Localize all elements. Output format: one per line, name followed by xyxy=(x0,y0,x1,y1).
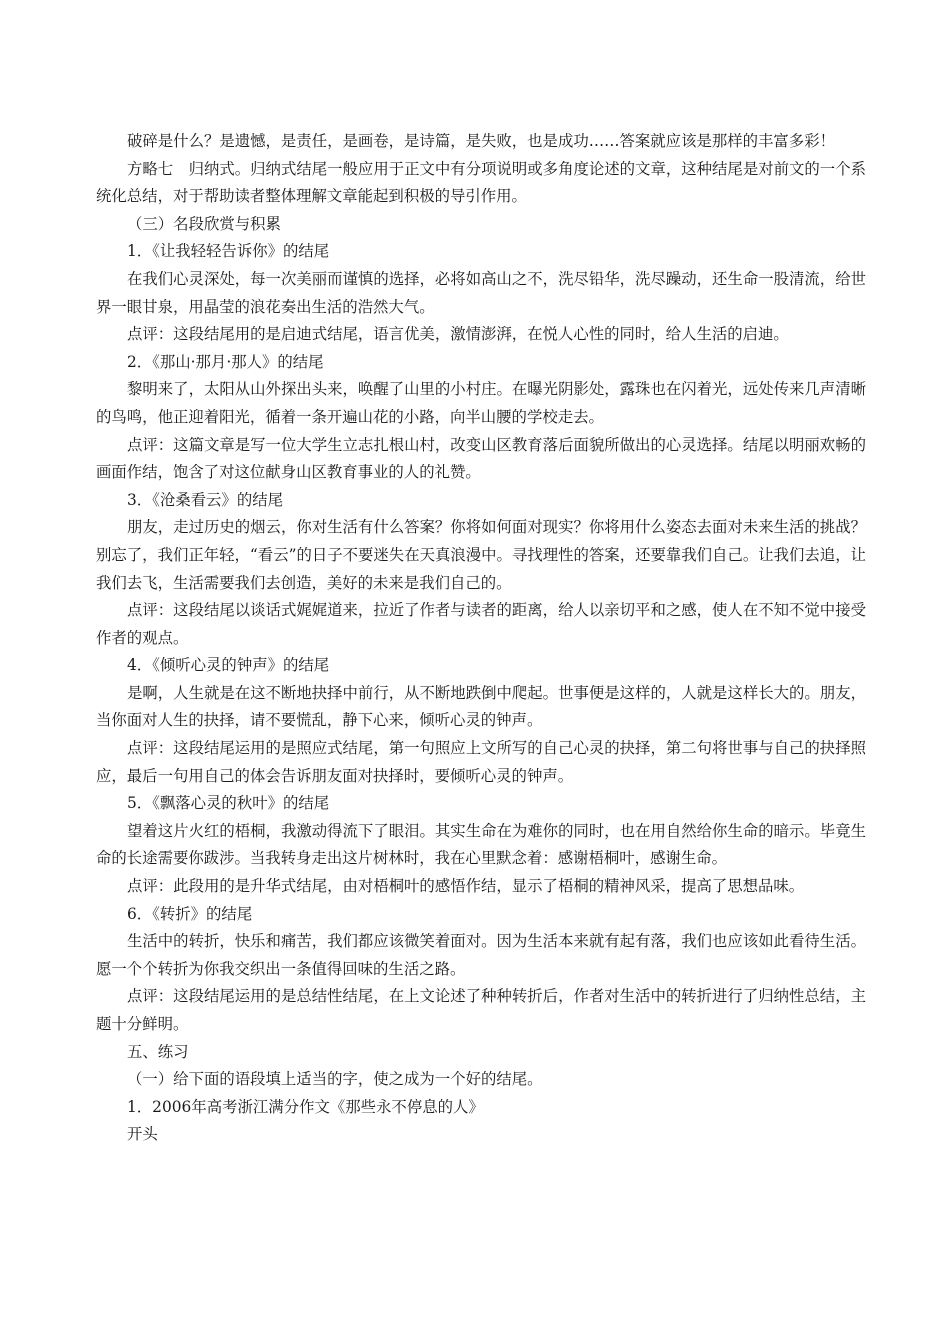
excerpt-comment-6: 点评：这段结尾运用的是总结性结尾，在上文论述了种种转折后，作者对生活中的转折进行了归纳性总结，主题十分鲜明。 xyxy=(96,987,866,1033)
excerpt-text-2: 黎明来了，太阳从山外探出头来，唤醒了山里的小村庄。在曝光阴影处，露珠也在闪着光，远处传来几声清晰的鸟鸣，他正迎着阳光，循着一条开遍山花的小路，向半山腰的学校走去。 xyxy=(96,380,866,426)
section-heading-excerpts: （三）名段欣赏与积累 xyxy=(127,214,281,233)
excerpt-title-1: 1．《让我轻轻告诉你》的结尾 xyxy=(127,242,330,261)
excerpt-comment-4: 点评：这段结尾运用的是照应式结尾，第一句照应上文所写的自己心灵的抉择，第二句将世事与自己的抉择照应，最后一句用自己的体会告诉朋友面对抉择时，要倾听心灵的钟声。 xyxy=(96,739,866,785)
excerpt-text-5: 望着这片火红的梧桐，我激动得流下了眼泪。其实生命在为难你的同时，也在用自然给你生命的暗示。毕竟生命的长途需要你跋涉。当我转身走出这片树林时，我在心里默念着：感谢梧桐叶，感谢生命。 xyxy=(96,821,866,868)
section-heading-exercise: 五、练习 xyxy=(127,1042,189,1061)
excerpt-text-4: 是啊，人生就是在这不断地抉择中前行，从不断地跌倒中爬起。世事便是这样的，人就是这样长大的。朋友，当你面对人生的抉择，请不要慌乱，静下心来，倾听心灵的钟声。 xyxy=(96,683,866,730)
excerpt-comment-1: 点评：这段结尾用的是启迪式结尾，语言优美，激情澎湃，在悦人心性的同时，给人生活的启迪。 xyxy=(127,325,789,344)
excerpt-title-2: 2．《那山·那月·那人》的结尾 xyxy=(127,352,324,371)
excerpt-title-6: 6．《转折》的结尾 xyxy=(127,904,253,923)
exercise-instruction: （一）给下面的语段填上适当的字，使之成为一个好的结尾。 xyxy=(127,1070,543,1089)
excerpt-comment-3: 点评：这段结尾以谈话式娓娓道来，拉近了作者与读者的距离，给人以亲切平和之感，使人在不知不觉中接受作者的观点。 xyxy=(96,601,866,647)
exercise-item-1: 1．2006年高考浙江满分作文《那些永不停息的人》 xyxy=(127,1097,484,1116)
excerpt-title-5: 5．《飘落心灵的秋叶》的结尾 xyxy=(127,794,330,813)
excerpt-comment-2: 点评：这篇文章是写一位大学生立志扎根山村，改变山区教育落后面貌所做出的心灵选择。结尾以明丽欢畅的画面作结，饱含了对这位献身山区教育事业的人的礼赞。 xyxy=(96,435,866,482)
excerpt-comment-5: 点评：此段用的是升华式结尾，由对梧桐叶的感悟作结，显示了梧桐的精神风采，提高了思想品味。 xyxy=(127,877,805,896)
exercise-label-opening: 开头 xyxy=(127,1125,158,1144)
excerpt-text-6: 生活中的转折，快乐和痛苦，我们都应该微笑着面对。因为生活本来就有起有落，我们也应该如此看待生活。愿一个个转折为你我交织出一条值得回味的生活之路。 xyxy=(96,932,866,978)
excerpt-title-4: 4．《倾听心灵的钟声》的结尾 xyxy=(127,656,330,675)
excerpt-text-1: 在我们心灵深处，每一次美丽而谨慎的选择，必将如高山之不，洗尽铅华，洗尽躁动，还生命一股清流，给世界一眼甘泉，用晶莹的浪花奏出生活的浩然大气。 xyxy=(96,269,866,316)
excerpt-text-3: 朋友，走过历史的烟云，你对生活有什么答案？你将如何面对现实？你将用什么姿态去面对未来生活的挑战？别忘了，我们正年轻，“看云”的日子不要迷失在天真浪漫中。寻找理性的答案，还要靠我们自己。让我们去追，让我们去飞，生活需要我们去创造，美好的未来是我们自己的。 xyxy=(96,518,866,592)
excerpt-title-3: 3．《沧桑看云》的结尾 xyxy=(127,490,283,509)
paragraph-answer: 破碎是什么？是遗憾，是责任，是画卷，是诗篇，是失败，也是成功……答案就应该是那样的丰富多彩！ xyxy=(127,132,835,150)
paragraph-method-seven: 方略七 归纳式。归纳式结尾一般应用于正文中有分项说明或多角度论述的文章，这种结尾是对前文的一个系统化总结，对于帮助读者整体理解文章能起到积极的导引作用。 xyxy=(96,159,866,206)
document-page xyxy=(96,128,866,1149)
